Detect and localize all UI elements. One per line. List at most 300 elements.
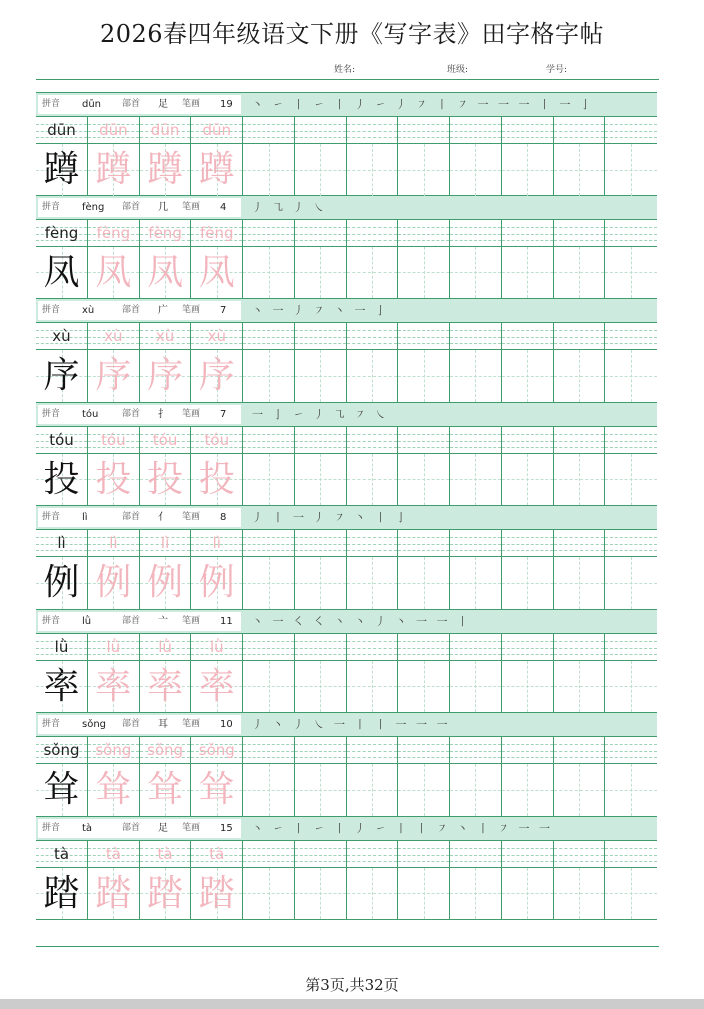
pinyin-practice-cell[interactable] [295, 427, 347, 454]
hanzi-trace-char: 率 [95, 665, 132, 707]
hanzi-trace-char: 耸 [198, 769, 235, 810]
pinyin-model-cell [36, 117, 88, 144]
pinyin-model-text: xù [52, 327, 71, 345]
hanzi-practice-cell[interactable] [554, 144, 606, 196]
hanzi-practice-cell[interactable] [88, 661, 140, 713]
radical-value: 亠 [158, 615, 168, 627]
hanzi-model-char: 序 [43, 355, 80, 396]
radical-value: 耳 [158, 719, 168, 730]
pinyin-practice-cell[interactable] [88, 737, 140, 764]
hanzi-practice-cell[interactable] [502, 350, 554, 402]
pinyin-practice-cell[interactable] [502, 323, 554, 350]
pinyin-trace-text: tà [105, 844, 121, 863]
pinyin-practice-cell[interactable] [502, 117, 554, 144]
hanzi-practice-cell[interactable] [191, 454, 243, 506]
character-block [36, 403, 657, 507]
pinyin-model-cell [36, 427, 88, 454]
hanzi-practice-cell[interactable] [243, 454, 295, 506]
hanzi-trace-char: 投 [198, 458, 235, 500]
pinyin-practice-cell[interactable] [295, 323, 347, 350]
hanzi-practice-cell[interactable] [347, 764, 399, 816]
hanzi-practice-cell[interactable] [450, 557, 502, 609]
pinyin-trace-text: dūn [150, 121, 180, 139]
pinyin-practice-cell[interactable] [450, 634, 502, 661]
pinyin-practice-cell[interactable] [295, 117, 347, 144]
pinyin-practice-cell[interactable] [502, 220, 554, 247]
hanzi-practice-cell[interactable] [243, 661, 295, 713]
character-info-box [38, 819, 241, 838]
hanzi-practice-cell[interactable] [347, 868, 399, 920]
pinyin-practice-cell[interactable] [398, 841, 450, 868]
pinyin-practice-cell[interactable] [243, 530, 295, 557]
pinyin-practice-cell[interactable] [554, 841, 606, 868]
pinyin-practice-cell[interactable] [347, 634, 399, 661]
pinyin-practice-cell[interactable] [605, 220, 657, 247]
hanzi-practice-cell[interactable] [140, 350, 192, 402]
pinyin-model-cell [36, 323, 88, 350]
hanzi-practice-cell[interactable] [450, 247, 502, 299]
pinyin-trace-text: fèng [96, 223, 131, 242]
pinyin-practice-cell[interactable] [398, 323, 450, 350]
hanzi-practice-cell[interactable] [295, 350, 347, 402]
pinyin-trace-text: lì [212, 534, 221, 552]
hanzi-practice-cell[interactable] [88, 454, 140, 506]
hanzi-model-char: 例 [43, 562, 80, 603]
hanzi-practice-cell[interactable] [450, 350, 502, 402]
radical-label: 部首 [122, 201, 141, 212]
pinyin-practice-cell[interactable] [398, 117, 450, 144]
stroke-order-sequence: 丶 一 ㇛ ㇛ 丶 丶 丿 丶 一 一 丨 [252, 614, 471, 628]
pinyin-trace-text: fèng [200, 223, 234, 242]
hanzi-practice-cell[interactable] [347, 557, 399, 609]
hanzi-practice-cell[interactable] [295, 247, 347, 299]
hanzi-practice-cell[interactable] [295, 454, 347, 506]
hanzi-trace-char: 例 [95, 562, 132, 603]
hanzi-practice-cell[interactable] [450, 868, 502, 920]
pinyin-practice-cell[interactable] [605, 427, 657, 454]
stroke-order-sequence: 丿 丶 丿 ㇏ 一 丨 丨 一 一 一 [252, 718, 451, 731]
character-block [36, 610, 657, 714]
hanzi-practice-cell[interactable] [295, 144, 347, 196]
pinyin-practice-cell[interactable] [450, 220, 502, 247]
hanzi-practice-cell[interactable] [502, 764, 554, 816]
stroke-count: 4 [220, 201, 227, 213]
pinyin-practice-cell[interactable] [554, 220, 606, 247]
character-info-box [38, 95, 241, 114]
pinyin-label: 拼音 [42, 408, 61, 419]
pinyin-practice-cell[interactable] [88, 634, 140, 661]
hanzi-trace-char: 蹲 [95, 149, 132, 190]
hanzi-practice-cell[interactable] [243, 764, 295, 816]
pinyin-practice-cell[interactable] [502, 841, 554, 868]
pinyin-practice-cell[interactable] [502, 634, 554, 661]
hanzi-practice-cell[interactable] [140, 661, 192, 713]
pinyin-practice-cell[interactable] [140, 323, 192, 350]
hanzi-model-char: 耸 [43, 769, 80, 810]
hanzi-practice-cell[interactable] [398, 454, 450, 506]
pinyin-practice-cell[interactable] [502, 530, 554, 557]
stroke-count: 11 [220, 615, 233, 627]
hanzi-practice-cell[interactable] [347, 247, 399, 299]
pinyin-practice-cell[interactable] [450, 323, 502, 350]
pinyin-practice-cell[interactable] [295, 841, 347, 868]
stroke-order-sequence: 一 亅 ㇀ 丿 ㇈ ㇇ ㇏ [252, 407, 389, 421]
hanzi-practice-cell[interactable] [243, 350, 295, 402]
stroke-count: 7 [220, 305, 227, 316]
hanzi-model-cell [36, 764, 88, 816]
hanzi-practice-cell[interactable] [191, 868, 243, 920]
hanzi-practice-cell[interactable] [140, 144, 192, 196]
pinyin-model-text: tóu [49, 430, 74, 449]
character-block [36, 713, 657, 817]
pinyin-practice-cell[interactable] [295, 737, 347, 764]
pinyin-practice-cell[interactable] [605, 117, 657, 144]
pinyin-practice-cell[interactable] [243, 634, 295, 661]
pinyin-model-text: fèng [44, 223, 79, 242]
hanzi-practice-cell[interactable] [191, 350, 243, 402]
pinyin-practice-cell[interactable] [88, 427, 140, 454]
pinyin-practice-cell[interactable] [502, 427, 554, 454]
character-info-box [38, 715, 241, 734]
pinyin-practice-cell[interactable] [140, 841, 192, 868]
hanzi-model-cell [36, 868, 88, 920]
hanzi-practice-cell[interactable] [398, 661, 450, 713]
strokes-label: 笔画 [182, 99, 201, 109]
page-number: 第3页,共32页 [305, 976, 399, 994]
hanzi-practice-cell[interactable] [605, 557, 657, 609]
pinyin-practice-cell[interactable] [243, 427, 295, 454]
character-info-box [38, 198, 241, 217]
pinyin-label: 拼音 [42, 615, 61, 626]
hanzi-practice-cell[interactable] [398, 247, 450, 299]
pinyin-value: tà [82, 822, 93, 834]
pinyin-value: xù [82, 305, 95, 316]
pinyin-practice-cell[interactable] [398, 427, 450, 454]
pinyin-practice-cell[interactable] [398, 220, 450, 247]
pinyin-trace-text: lǜ [158, 637, 172, 656]
stroke-order-sequence: 丶 一 丿 ㇇ 丶 一 亅 [252, 304, 389, 317]
hanzi-model-cell [36, 454, 88, 506]
strokes-label: 笔画 [182, 305, 201, 315]
pinyin-value: lǜ [82, 615, 92, 627]
hanzi-practice-cell[interactable] [295, 868, 347, 920]
pinyin-practice-cell[interactable] [88, 841, 140, 868]
pinyin-practice-cell[interactable] [191, 634, 243, 661]
pinyin-practice-cell[interactable] [450, 530, 502, 557]
pinyin-trace-text: lǜ [209, 637, 224, 656]
pinyin-practice-cell[interactable] [140, 220, 192, 247]
hanzi-practice-cell[interactable] [398, 557, 450, 609]
hanzi-practice-cell[interactable] [605, 764, 657, 816]
pinyin-value: lì [82, 512, 88, 523]
pinyin-practice-cell[interactable] [191, 427, 243, 454]
pinyin-practice-cell[interactable] [191, 117, 243, 144]
hanzi-model-char: 投 [43, 458, 80, 500]
character-info-box [38, 508, 241, 527]
pinyin-trace-text: tóu [152, 430, 178, 449]
hanzi-practice-cell[interactable] [191, 661, 243, 713]
pinyin-model-cell [36, 530, 88, 557]
hanzi-practice-cell[interactable] [191, 557, 243, 609]
hanzi-practice-cell[interactable] [88, 247, 140, 299]
hanzi-trace-char: 凤 [147, 251, 184, 293]
hanzi-practice-cell[interactable] [450, 661, 502, 713]
header-rule [36, 79, 659, 80]
pinyin-practice-cell[interactable] [140, 634, 192, 661]
pinyin-practice-cell[interactable] [554, 634, 606, 661]
hanzi-model-cell [36, 144, 88, 196]
footer-rule [36, 946, 659, 947]
hanzi-practice-cell[interactable] [191, 144, 243, 196]
character-block [36, 299, 657, 403]
hanzi-practice-cell[interactable] [398, 764, 450, 816]
hanzi-practice-cell[interactable] [554, 661, 606, 713]
pinyin-practice-cell[interactable] [605, 737, 657, 764]
pinyin-practice-cell[interactable] [450, 117, 502, 144]
pinyin-practice-cell[interactable] [450, 737, 502, 764]
hanzi-practice-cell[interactable] [140, 454, 192, 506]
stroke-count: 8 [220, 512, 227, 523]
hanzi-trace-char: 率 [198, 665, 235, 707]
pinyin-practice-cell[interactable] [450, 841, 502, 868]
hanzi-trace-char: 蹲 [147, 149, 184, 190]
pinyin-practice-cell[interactable] [191, 841, 243, 868]
pinyin-value: dūn [82, 99, 102, 110]
radical-label: 部首 [122, 719, 141, 729]
hanzi-practice-cell[interactable] [605, 144, 657, 196]
hanzi-practice-cell[interactable] [243, 557, 295, 609]
hanzi-practice-cell[interactable] [502, 144, 554, 196]
hanzi-practice-cell[interactable] [243, 868, 295, 920]
character-info-row [36, 506, 657, 530]
hanzi-practice-cell[interactable] [450, 764, 502, 816]
hanzi-practice-cell[interactable] [347, 350, 399, 402]
pinyin-practice-cell[interactable] [554, 427, 606, 454]
pinyin-practice-cell[interactable] [347, 530, 399, 557]
hanzi-practice-cell[interactable] [295, 764, 347, 816]
strokes-label: 笔画 [182, 201, 201, 212]
pinyin-practice-cell[interactable] [243, 117, 295, 144]
character-info-box [38, 301, 241, 320]
hanzi-practice-cell[interactable] [88, 144, 140, 196]
pinyin-practice-cell[interactable] [347, 323, 399, 350]
pinyin-practice-cell[interactable] [605, 634, 657, 661]
radical-value: 扌 [158, 408, 168, 420]
hanzi-trace-char: 耸 [147, 769, 184, 810]
hanzi-model-char: 蹲 [43, 149, 80, 190]
pinyin-practice-cell[interactable] [295, 634, 347, 661]
pinyin-practice-cell[interactable] [554, 117, 606, 144]
pinyin-practice-cell[interactable] [347, 117, 399, 144]
pinyin-practice-cell[interactable] [191, 737, 243, 764]
pinyin-practice-cell[interactable] [140, 427, 192, 454]
hanzi-practice-cell[interactable] [295, 661, 347, 713]
radical-value: 几 [158, 201, 168, 213]
pinyin-practice-cell[interactable] [88, 530, 140, 557]
character-block [36, 817, 657, 921]
pinyin-model-text: lì [57, 534, 66, 552]
stroke-count: 19 [220, 99, 233, 110]
stroke-count: 10 [220, 719, 233, 730]
pinyin-practice-cell[interactable] [502, 737, 554, 764]
pinyin-practice-cell[interactable] [191, 530, 243, 557]
radical-label: 部首 [122, 822, 141, 833]
hanzi-practice-cell[interactable] [140, 764, 192, 816]
pinyin-practice-cell[interactable] [243, 737, 295, 764]
hanzi-practice-cell[interactable] [605, 247, 657, 299]
pinyin-practice-cell[interactable] [605, 323, 657, 350]
hanzi-trace-char: 蹲 [198, 149, 235, 190]
hanzi-practice-cell[interactable] [88, 764, 140, 816]
hanzi-practice-cell[interactable] [398, 868, 450, 920]
pinyin-trace-text: tà [157, 844, 173, 863]
hanzi-trace-char: 耸 [95, 769, 132, 810]
pinyin-practice-cell[interactable] [191, 220, 243, 247]
hanzi-trace-char: 序 [198, 355, 235, 396]
pinyin-practice-cell[interactable] [450, 427, 502, 454]
character-info-row [36, 610, 657, 634]
stroke-order-sequence: 丶 ㇀ 丨 ㇀ 丨 丿 ㇀ 丿 ㇇ 丨 ㇇ 一 一 一 丨 一 亅 [252, 98, 594, 111]
hanzi-practice-cell[interactable] [398, 350, 450, 402]
pinyin-practice-cell[interactable] [398, 530, 450, 557]
hanzi-practice-cell[interactable] [605, 454, 657, 506]
pinyin-practice-cell[interactable] [243, 323, 295, 350]
hanzi-practice-cell[interactable] [243, 247, 295, 299]
hanzi-practice-cell[interactable] [554, 247, 606, 299]
pinyin-trace-text: fèng [148, 223, 182, 242]
hanzi-practice-cell[interactable] [502, 454, 554, 506]
hanzi-practice-cell[interactable] [347, 144, 399, 196]
stroke-count: 7 [220, 408, 227, 420]
hanzi-trace-char: 率 [147, 665, 184, 707]
hanzi-practice-cell[interactable] [140, 557, 192, 609]
radical-value: 亻 [158, 512, 168, 523]
stroke-order-sequence: 丿 丨 一 丿 ㇇ 丶 丨 亅 [252, 511, 410, 524]
hanzi-practice-cell[interactable] [502, 661, 554, 713]
strokes-label: 笔画 [182, 512, 201, 522]
pinyin-practice-cell[interactable] [88, 117, 140, 144]
pinyin-practice-cell[interactable] [88, 323, 140, 350]
pinyin-model-text: dūn [47, 121, 76, 139]
name-label: 姓名: [334, 65, 356, 75]
pinyin-label: 拼音 [42, 512, 61, 522]
pinyin-practice-cell[interactable] [295, 220, 347, 247]
pinyin-trace-text: sǒng [95, 741, 132, 759]
hanzi-practice-cell[interactable] [554, 868, 606, 920]
hanzi-trace-char: 投 [147, 458, 184, 500]
pinyin-practice-cell[interactable] [347, 220, 399, 247]
character-info-box [38, 405, 241, 424]
hanzi-practice-cell[interactable] [295, 557, 347, 609]
pinyin-trace-text: lǜ [106, 637, 121, 656]
pinyin-trace-text: tóu [204, 430, 230, 449]
hanzi-practice-cell[interactable] [450, 454, 502, 506]
radical-label: 部首 [122, 408, 141, 419]
pinyin-practice-cell[interactable] [554, 530, 606, 557]
hanzi-practice-cell[interactable] [554, 557, 606, 609]
hanzi-trace-char: 踏 [198, 872, 235, 914]
radical-label: 部首 [122, 615, 141, 626]
pinyin-practice-cell[interactable] [347, 427, 399, 454]
hanzi-trace-char: 凤 [95, 251, 132, 293]
pinyin-practice-cell[interactable] [295, 530, 347, 557]
strokes-label: 笔画 [182, 822, 201, 833]
bottom-bar [0, 999, 704, 1009]
pinyin-practice-cell[interactable] [398, 737, 450, 764]
pinyin-practice-cell[interactable] [398, 634, 450, 661]
hanzi-practice-cell[interactable] [605, 868, 657, 920]
hanzi-model-cell [36, 557, 88, 609]
hanzi-practice-cell[interactable] [502, 868, 554, 920]
pinyin-label: 拼音 [42, 99, 61, 109]
hanzi-practice-cell[interactable] [140, 868, 192, 920]
pinyin-trace-text: xù [104, 327, 123, 345]
hanzi-practice-cell[interactable] [450, 144, 502, 196]
pinyin-trace-text: sǒng [147, 741, 184, 759]
pinyin-practice-cell[interactable] [140, 530, 192, 557]
student-info-line [334, 62, 634, 78]
pinyin-practice-cell[interactable] [88, 220, 140, 247]
hanzi-practice-cell[interactable] [398, 144, 450, 196]
hanzi-practice-cell[interactable] [347, 454, 399, 506]
hanzi-practice-cell[interactable] [243, 144, 295, 196]
pinyin-practice-cell[interactable] [347, 737, 399, 764]
hanzi-practice-cell[interactable] [191, 247, 243, 299]
pinyin-practice-cell[interactable] [605, 841, 657, 868]
hanzi-practice-cell[interactable] [502, 557, 554, 609]
hanzi-practice-cell[interactable] [554, 350, 606, 402]
hanzi-practice-cell[interactable] [88, 350, 140, 402]
hanzi-practice-cell[interactable] [191, 764, 243, 816]
hanzi-practice-cell[interactable] [554, 454, 606, 506]
pinyin-practice-cell[interactable] [140, 737, 192, 764]
hanzi-trace-char: 例 [147, 562, 184, 603]
character-block [36, 92, 657, 196]
pinyin-model-text: tà [53, 844, 70, 863]
pinyin-practice-cell[interactable] [347, 841, 399, 868]
pinyin-model-text: sǒng [43, 741, 80, 759]
hanzi-practice-cell[interactable] [88, 868, 140, 920]
hanzi-practice-cell[interactable] [502, 247, 554, 299]
pinyin-practice-cell[interactable] [554, 323, 606, 350]
pinyin-practice-cell[interactable] [605, 530, 657, 557]
hanzi-practice-cell[interactable] [605, 350, 657, 402]
hanzi-practice-cell[interactable] [140, 247, 192, 299]
strokes-label: 笔画 [182, 615, 201, 626]
pinyin-practice-cell[interactable] [140, 117, 192, 144]
pinyin-practice-cell[interactable] [243, 841, 295, 868]
stroke-count: 15 [220, 822, 233, 834]
hanzi-practice-cell[interactable] [88, 557, 140, 609]
hanzi-practice-cell[interactable] [605, 661, 657, 713]
hanzi-practice-cell[interactable] [554, 764, 606, 816]
pinyin-practice-cell[interactable] [554, 737, 606, 764]
pinyin-practice-cell[interactable] [191, 323, 243, 350]
hanzi-model-char: 率 [43, 665, 80, 707]
class-label: 班级: [447, 65, 469, 75]
pinyin-label: 拼音 [42, 822, 61, 833]
hanzi-practice-cell[interactable] [347, 661, 399, 713]
character-info-row [36, 817, 657, 841]
hanzi-model-cell [36, 247, 88, 299]
pinyin-trace-text: tóu [101, 430, 126, 449]
pinyin-trace-text: xù [155, 327, 175, 345]
character-info-row [36, 93, 657, 117]
pinyin-practice-cell[interactable] [243, 220, 295, 247]
pinyin-trace-text: sǒng [198, 741, 235, 759]
character-info-row [36, 403, 657, 427]
pinyin-value: sǒng [82, 719, 107, 730]
